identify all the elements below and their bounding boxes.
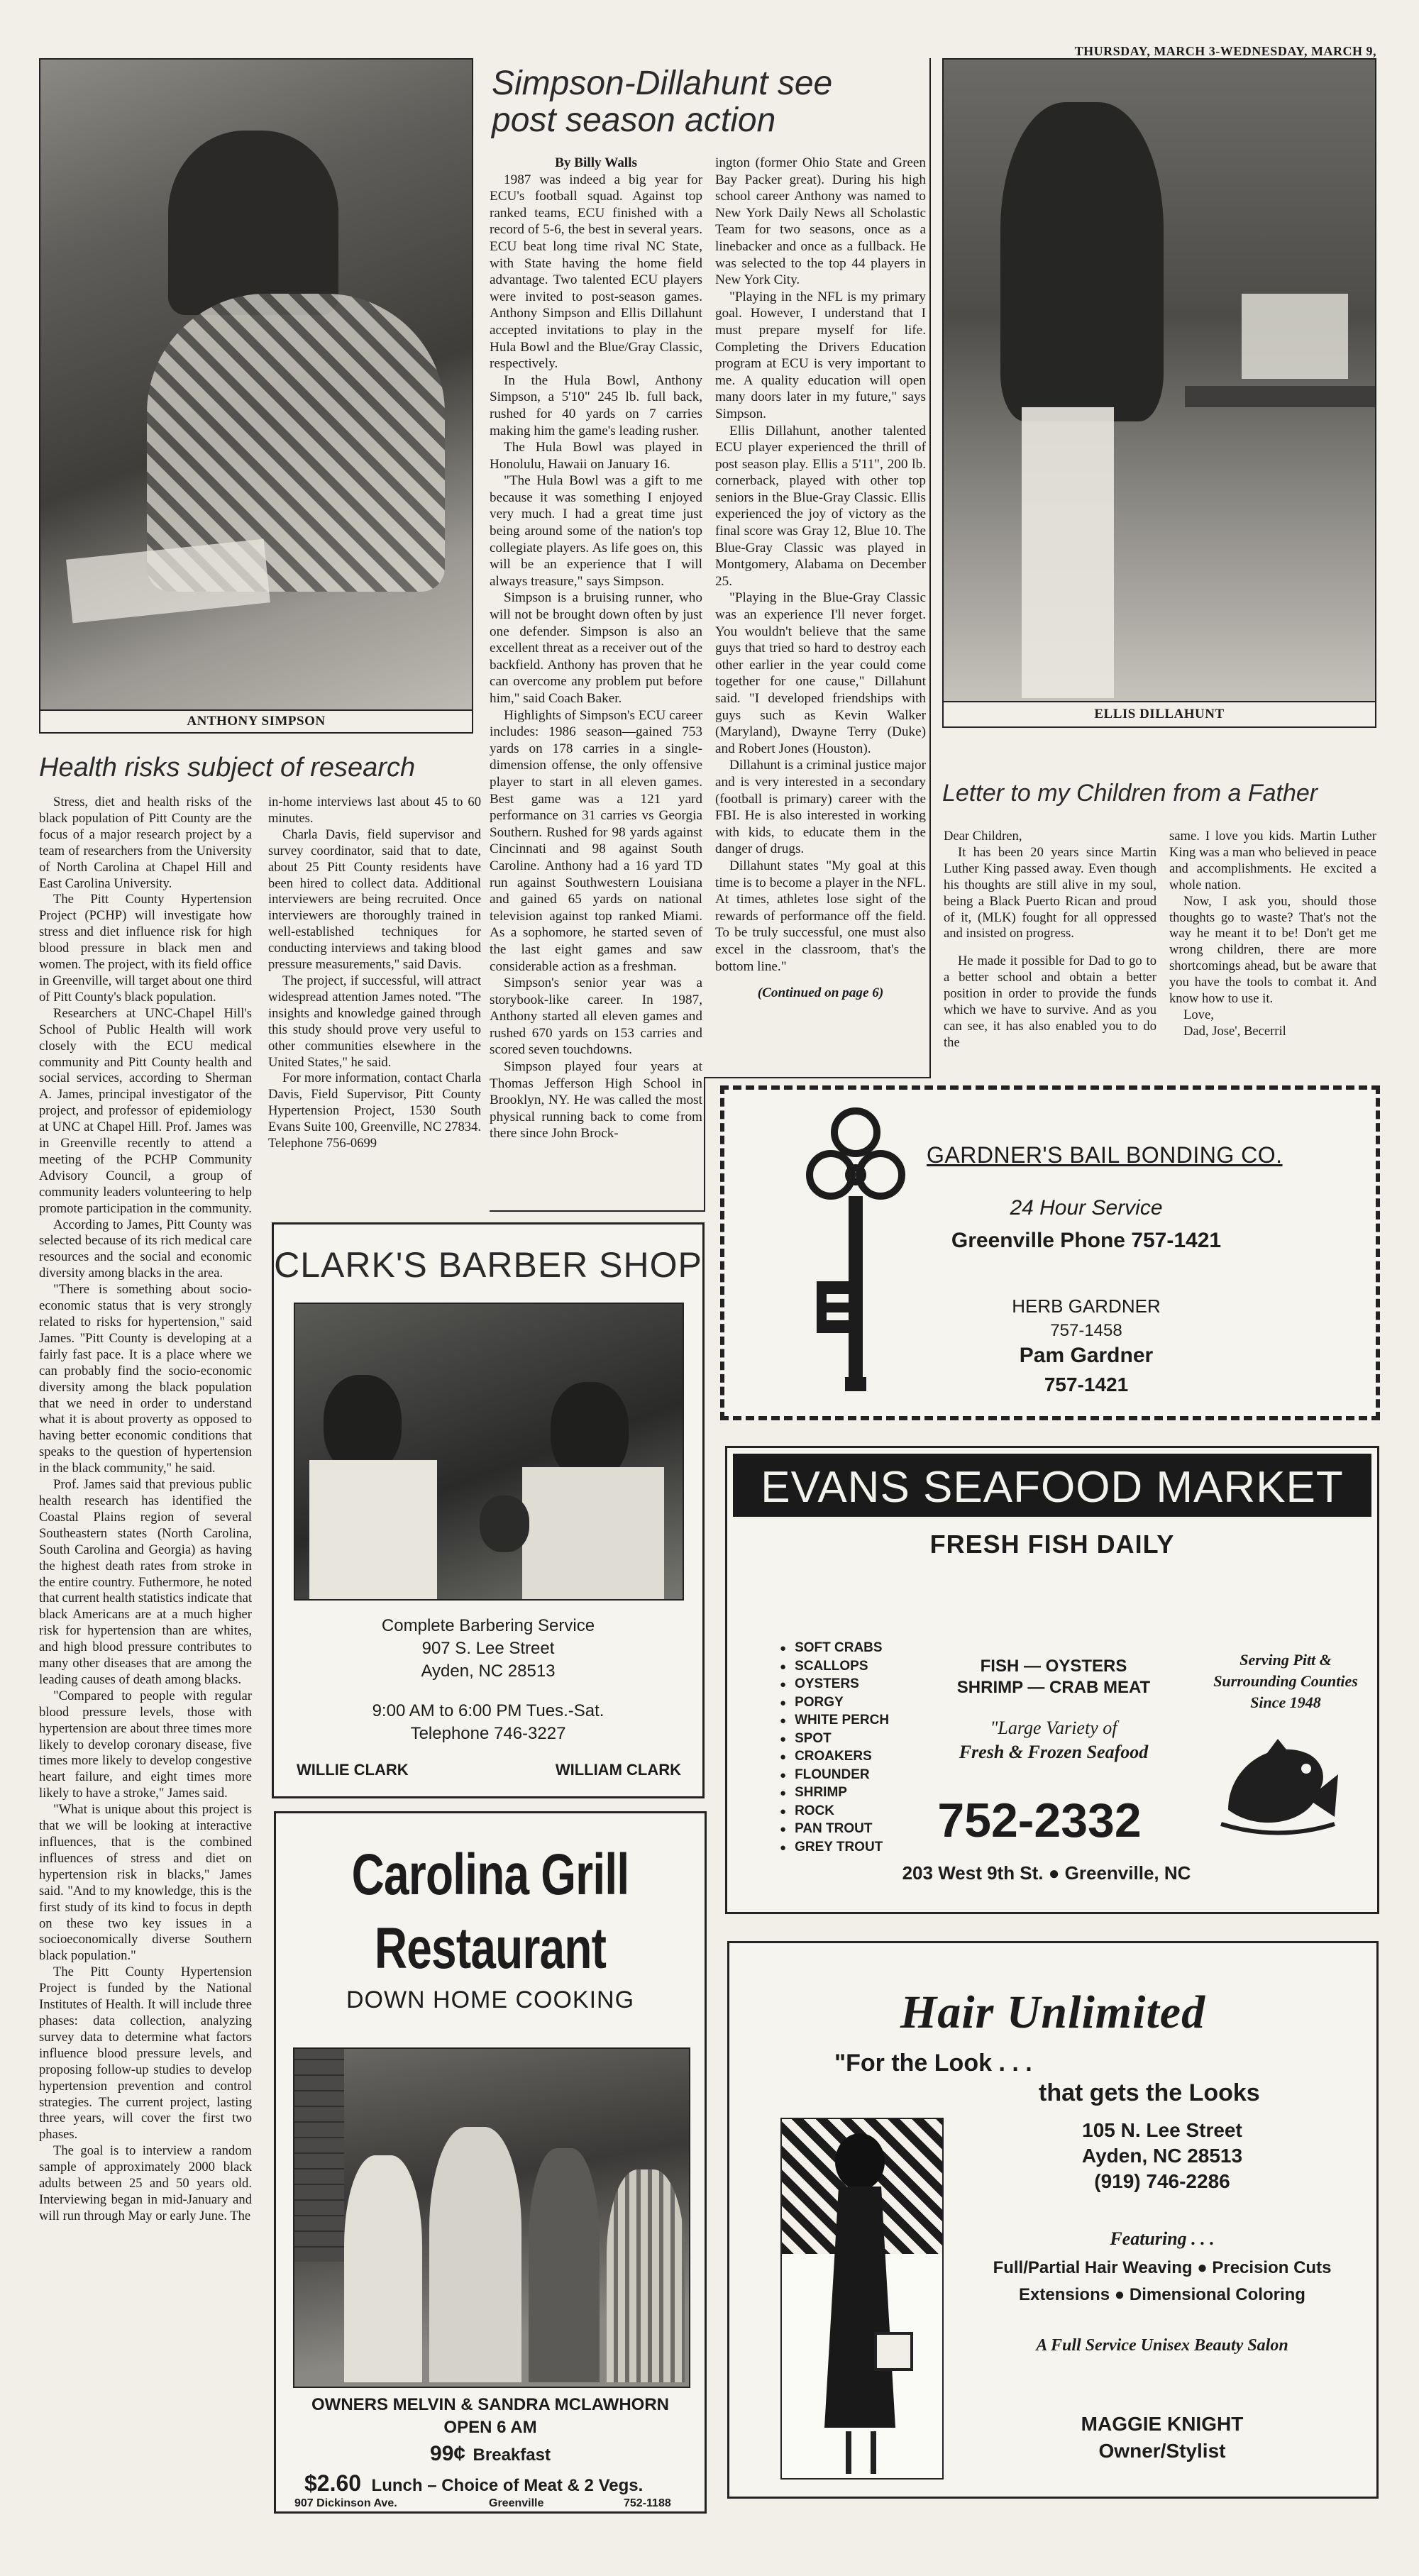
clarks-address: 907 S. Lee Street [421,1639,555,1658]
evans-variety2: Fresh & Frozen Seafood [959,1742,1149,1762]
carolina-photo [293,2047,690,2388]
simpson-paragraph: Dillahunt is a criminal justice major and is very interested in a secondary (football is primary) career with the FBI. He is also interested in working with kids, to educate them in the danger of drugs. [715,758,926,857]
simpson-paragraph: "The Hula Bowl was a gift to me because it was something I enjoyed very much. I had a great time just being around some of the nation's top collegiate players. As life goes on, this will be an experience that I will always treasure," says Simpson. [490,473,702,589]
simpson-column-2 [715,155,926,1063]
list-item: ● GREY TROUT [780,1839,889,1857]
list-item: ● SCALLOPS [780,1658,889,1676]
health-paragraph: Prof. James said that previous public health research has identified the Coastal Plains region of several Southeastern states (North Carolina, South Carolina and Georgia) as having the highest death rates from stroke in the entire country. Futhermore, he noted that current health statistics indicate that black Americans are at a much higher risk for hypertension than are whites, and high blood pressure contributes to many other diseases that are among the leading causes of death among blacks. [39,1477,252,1687]
simpson-box-right-rule [929,58,931,1078]
health-paragraph: The goal is to interview a random sample of approximately 2000 black adults between 25 and 50 years old. Interviewing began in mid-January and will run through May or early June. The [39,2143,252,2223]
carolina-breakfast [276,2442,705,2466]
clarks-title: CLARK'S BARBER SHOP [274,1245,702,1285]
letter-paragraph: Love, [1183,1007,1214,1022]
simpson-headline-line2: post season action [492,101,776,139]
letter-paragraph: It has been 20 years since Martin Luther King passed away. Even though his thoughts are still alive in my soul, being a Black Puerto Rican and proud of it, (MLK) fought for all oppressed and insisted on progress. [944,844,1156,941]
clarks-hours: 9:00 AM to 6:00 PM Tues.-Sat. [372,1701,604,1720]
simpson-paragraph: Dillahunt states "My goal at this time is to become a player in the NFL. At times, athletes lose sight of the rewards of performance off the field. To be truly successful, one must also excel in the classroom, that's the bottom line." [715,858,926,974]
caption-ellis-dillahunt: ELLIS DILLAHUNT [942,702,1376,728]
evans-variety1: "Large Variety of [990,1718,1117,1738]
hair-salon: A Full Service Unisex Beauty Salon [1036,2336,1288,2355]
letter-column-1 [944,829,1156,1070]
list-item: ● ROCK [780,1803,889,1821]
evans-serving1: Serving Pitt & [1239,1651,1332,1669]
health-column-2 [268,795,481,1210]
lunch-price: $2.60 [304,2470,362,2496]
hair-featuring: Featuring . . . [1110,2228,1215,2249]
health-paragraph: The project, if successful, will attract widespread attention James noted. "The insights and knowledge gained through this study should prove very useful to other communities elsewhere in the United States," he said. [268,973,481,1070]
hair-owner: MAGGIE KNIGHT [1081,2413,1244,2435]
gardner-phone: Greenville Phone 757-1421 [951,1229,1222,1252]
clarks-barber-shop-ad [272,1222,705,1798]
list-item: ● PORGY [780,1694,889,1713]
dateline: THURSDAY, MARCH 3-WEDNESDAY, MARCH 9, [1074,44,1376,58]
list-item: ● PAN TROUT [780,1820,889,1839]
fish-icon [1214,1725,1342,1845]
gardner-name1: HERB GARDNER [1012,1295,1161,1317]
simpson-paragraph: ington (former Ohio State and Green Bay Packer great). During his high school career Anthony was named to New York Daily News all Scholastic Team for two seasons, once as a linebacker and once as a fullback. He was selected to the top 44 players in New York City. [715,155,926,288]
health-paragraph: For more information, contact Charla Davis, Field Supervisor, Pitt County Hypertension Project, 1530 South Evans Suite 100, Greenville, NC 27834. Telephone 756-0699 [268,1071,481,1151]
hair-address: 105 N. Lee Street [1082,2119,1242,2141]
simpson-box-bottom-rule [704,1077,929,1078]
simpson-column-1 [490,155,702,1206]
hair-tag1: "For the Look . . . [834,2050,1032,2077]
carolina-open: OPEN 6 AM [443,2418,537,2437]
simpson-box-foot-rule [490,1210,705,1212]
breakfast-price: 99¢ [430,2442,466,2465]
gardner-name2: Pam Gardner [1019,1344,1154,1367]
clarks-city: Ayden, NC 28513 [421,1662,556,1681]
carolina-lunch [304,2470,643,2497]
clarks-phone: Telephone 746-3227 [410,1724,566,1743]
health-paragraph: "There is something about socio-economic status that is very strongly related to risks for hypertension," said James. "Pitt County is developing at a fairly fast pace. It is a place where we can probably find the socio-economic diversity among the black population that we need in order to understand what it is about proverty as opposed to having better economic conditions that speaks to the question of hypertension in the black community," he said. [39,1282,252,1476]
health-paragraph: Charla Davis, field supervisor and survey coordinator, said that to date, about 25 Pitt County residents have been hired to collect data. Additional interviewers are being recruited. Once interviewers are thoroughly trained in well-established techniques for conducting interviews and taking blood pressure measurements," said Davis. [268,827,481,973]
evans-address: 203 West 9th St. ● Greenville, NC [902,1862,1191,1884]
list-item: ● CROAKERS [780,1748,889,1767]
hair-owner-title: Owner/Stylist [1098,2440,1226,2462]
lunch-label: Lunch – Choice of Meat & 2 Vegs. [371,2476,644,2495]
letter-headline: Letter to my Children from a Father [942,780,1318,807]
simpson-paragraph: Simpson is a bruising runner, who will not be brought down often by just one defender. Simpson is also an excellent threat as a receiver out of the backfield. Anthony has proven that he can overcome any problem put before him," said Coach Baker. [490,590,702,706]
evans-mid1: FISH — OYSTERS [980,1657,1127,1676]
health-paragraph: The Pitt County Hypertension Project (PCHP) will investigate how stress and diet influence risk for high blood pressure in black men and women. The project, with its field office in Greenville, will target about one third of Pitt County's black population. [39,892,252,1005]
gardners-bail-bonding-ad [720,1085,1380,1420]
simpson-headline [492,65,932,139]
carolina-address: 907 Dickinson Ave. [294,2497,397,2509]
gardner-service: 24 Hour Service [1010,1196,1163,1220]
list-item: ● SOFT CRABS [780,1640,889,1658]
evans-serving2: Surrounding Counties [1213,1672,1358,1690]
health-paragraph: "Compared to people with regular blood pressure levels, those with hypertension are about three times more likely to develop coronary disease, five times more likely to develop congestive heart failure, and eight times more likely to have a stroke," James said. [39,1688,252,1801]
hair-phone: (919) 746-2286 [1094,2170,1230,2192]
health-paragraph: According to James, Pitt County was selected because of its rich medical care resources and the social and economic diversity among blacks in the area. [39,1217,252,1281]
simpson-paragraph: Highlights of Simpson's ECU career includes: 1986 season—gained 753 yards on 178 carries in a single-dimension offense, the only offensive player to start in all eleven games. Best game was a 121 yard performance on 31 carries vs Georgia Southern. Rushed for 98 yards against Cincinnati and 98 against South Caroline. Anthony had a 16 yard TD run against Southwestern Louisiana and gained 65 yards on national television against top ranked Miami. As a sophomore, he started seven of the last eight games and saw considerable action as a freshman. [490,707,702,974]
simpson-byline: By Billy Walls [555,155,637,170]
health-paragraph: Researchers at UNC-Chapel Hill's School of Public Health will work closely with the ECU medical community and Pitt County health and social services, according to Sherman A. James, principal investigator of the project, and professor of epidemiology at UNC at Chapel Hill. Prof. James was in Greenville recently to attend a meeting of the PCHP Community Advisory Council, a group of community leaders volunteering to help promote participation in the community. [39,1005,252,1216]
carolina-owners: OWNERS MELVIN & SANDRA MCLAWHORN [311,2395,669,2414]
evans-phone: 752-2332 [937,1793,1142,1847]
list-item: ● FLOUNDER [780,1767,889,1785]
hair-fashion-illustration [780,2118,944,2480]
simpson-paragraph: "Playing in the Blue-Gray Classic was an experience I'll never forget. You wouldn't believe that the same guys that tried so hard to destroy each other earlier in the year could come together for one cause," Dillahunt said. "I developed friendships with guys such as Kevin Walker (Maryland), Dwayne Terry (Duke) and Robert Jones (Houston). [715,590,926,756]
key-icon [802,1104,909,1402]
evans-mid2: SHRIMP — CRAB MEAT [956,1678,1151,1697]
caption-anthony-simpson: ANTHONY SIMPSON [39,711,473,734]
simpson-paragraph: The Hula Bowl was played in Honolulu, Hawaii on January 16. [490,440,702,472]
letter-paragraph: Dear Children, [944,829,1022,844]
list-item: ● OYSTERS [780,1676,889,1694]
evans-title: EVANS SEAFOOD MARKET [733,1454,1371,1517]
letter-paragraph: He made it possible for Dad to go to a better school and obtain a better position in order to provide the funds which we have to survive. And as you can see, it has also enabled you to do the [944,953,1156,1050]
simpson-paragraph: In the Hula Bowl, Anthony Simpson, a 5'10" 245 lb. full back, rushed for 40 yards on 7 carries making him the game's leading rusher. [490,372,702,438]
simpson-paragraph: 1987 was indeed a big year for ECU's football squad. Against top ranked teams, ECU finished with a record of 5-6, the best in several years. ECU beat long time rival NC State, with State having the home field advantage. Two talented ECU players were invited to post-season games. Anthony Simpson and Ellis Dillahunt accepted invitations to play in the Hula Bowl and the Blue/Gray Classic, respectively. [490,172,702,372]
health-column-1 [39,795,252,2499]
clarks-photo [294,1303,684,1601]
hair-city: Ayden, NC 28513 [1081,2145,1243,2167]
evans-fish-list [780,1640,889,1857]
carolina-title-line2: Restaurant [374,1916,607,1981]
evans-subtitle: FRESH FISH DAILY [929,1530,1175,1559]
gardner-title: GARDNER'S BAIL BONDING CO. [927,1142,1283,1168]
health-paragraph: "What is unique about this project is that we will be looking at interactive influences, that is the combined influences of stress and diet on hypertension risk in blacks," James said. "And to my knowledge, this is the first study of its kind to focus in depth on these two key issues in a socioeconomically diverse Southern black population." [39,1802,252,1964]
health-headline: Health risks subject of research [39,753,416,783]
evans-serving3: Since 1948 [1250,1693,1321,1711]
simpson-headline-line1: Simpson-Dillahunt see [492,65,833,102]
hair-feature-1: Full/Partial Hair Weaving ● Precision Cuts [993,2258,1332,2277]
health-paragraph: The Pitt County Hypertension Project is funded by the National Institutes of Health. It will include three phases: data collection, analyzing survey data to determine what factors influence blood pressure levels, and proposing follow-up studies to develop hypertension prevention and control strategies. The current project, lasting three years, will cover the first two phases. [39,1964,252,2143]
simpson-paragraph: "Playing in the NFL is my primary goal. However, I understand that I must prepare myself for life. Completing the Drivers Education program at ECU is very important to me. A quality education will open many doors later in my future," says Simpson. [715,289,926,421]
carolina-phone: 752-1188 [624,2497,671,2509]
hair-feature-2: Extensions ● Dimensional Coloring [1019,2285,1305,2304]
letter-paragraph: same. I love you kids. Martin Luther King was a man who believed in peace and accomplishments. He excited a whole nation. [1169,829,1376,892]
carolina-grill-ad [274,1811,707,2514]
hair-tag2: that gets the Looks [1039,2079,1260,2106]
letter-signature: Dad, Jose', Becerril [1183,1023,1286,1039]
health-paragraph: in-home interviews last about 45 to 60 minutes. [268,795,481,826]
clarks-service: Complete Barbering Service [381,1616,595,1635]
anthony-simpson-photo [39,58,473,711]
clarks-name-left: WILLIE CLARK [297,1761,409,1779]
health-paragraph: Stress, diet and health risks of the black population of Pitt County are the focus of a major research project by a team of researchers from the University of North Carolina at Chapel Hill and East Carolina University. [39,795,252,891]
letter-paragraph: Now, I ask you, should those thoughts go to waste? That's not the way he meant it to be! Don't get me wrong children, there are more shortcomings ahead, but be aware that you have the tools to combat it. And know how to use it. [1169,893,1376,1007]
list-item: ● SHRIMP [780,1784,889,1803]
clarks-name-right: WILLIAM CLARK [555,1761,681,1779]
hair-unlimited-ad [727,1941,1379,2499]
hair-title: Hair Unlimited [900,1986,1206,2038]
carolina-city: Greenville [489,2497,544,2509]
continued-on-page-6: (Continued on page 6) [757,985,884,1001]
list-item: ● WHITE PERCH [780,1712,889,1730]
carolina-subtitle: DOWN HOME COOKING [346,1986,635,2013]
breakfast-label: Breakfast [473,2445,551,2465]
gardner-phone2: 757-1421 [1044,1373,1129,1395]
simpson-box-inner-rule [704,1077,705,1212]
simpson-paragraph: Simpson played four years at Thomas Jefferson High School in Brooklyn, NY. He was called the most physical running back to come from there since John Brock- [490,1059,702,1141]
simpson-paragraph: Ellis Dillahunt, another talented ECU player experienced the thrill of post season play. Ellis a 5'11", 200 lb. cornerback, played with other top seniors in the Blue-Gray Classic. Ellis experienced the joy of victory as the final score was Gray 12, Blue 10. The Blue-Gray Classic was played in Montgomery, Alabama on December 25. [715,423,926,589]
list-item: ● SPOT [780,1730,889,1749]
gardner-phone1: 757-1458 [1050,1321,1122,1340]
carolina-title-line1: Carolina Grill [351,1842,629,1907]
ellis-dillahunt-photo [942,58,1376,702]
letter-column-2 [1169,829,1376,1070]
simpson-paragraph: Simpson's senior year was a storybook-like career. In 1987, Anthony started all eleven games and rushed 670 yards on 153 carries and scored seven touchdowns. [490,975,702,1058]
evans-seafood-market-ad [725,1446,1379,1914]
